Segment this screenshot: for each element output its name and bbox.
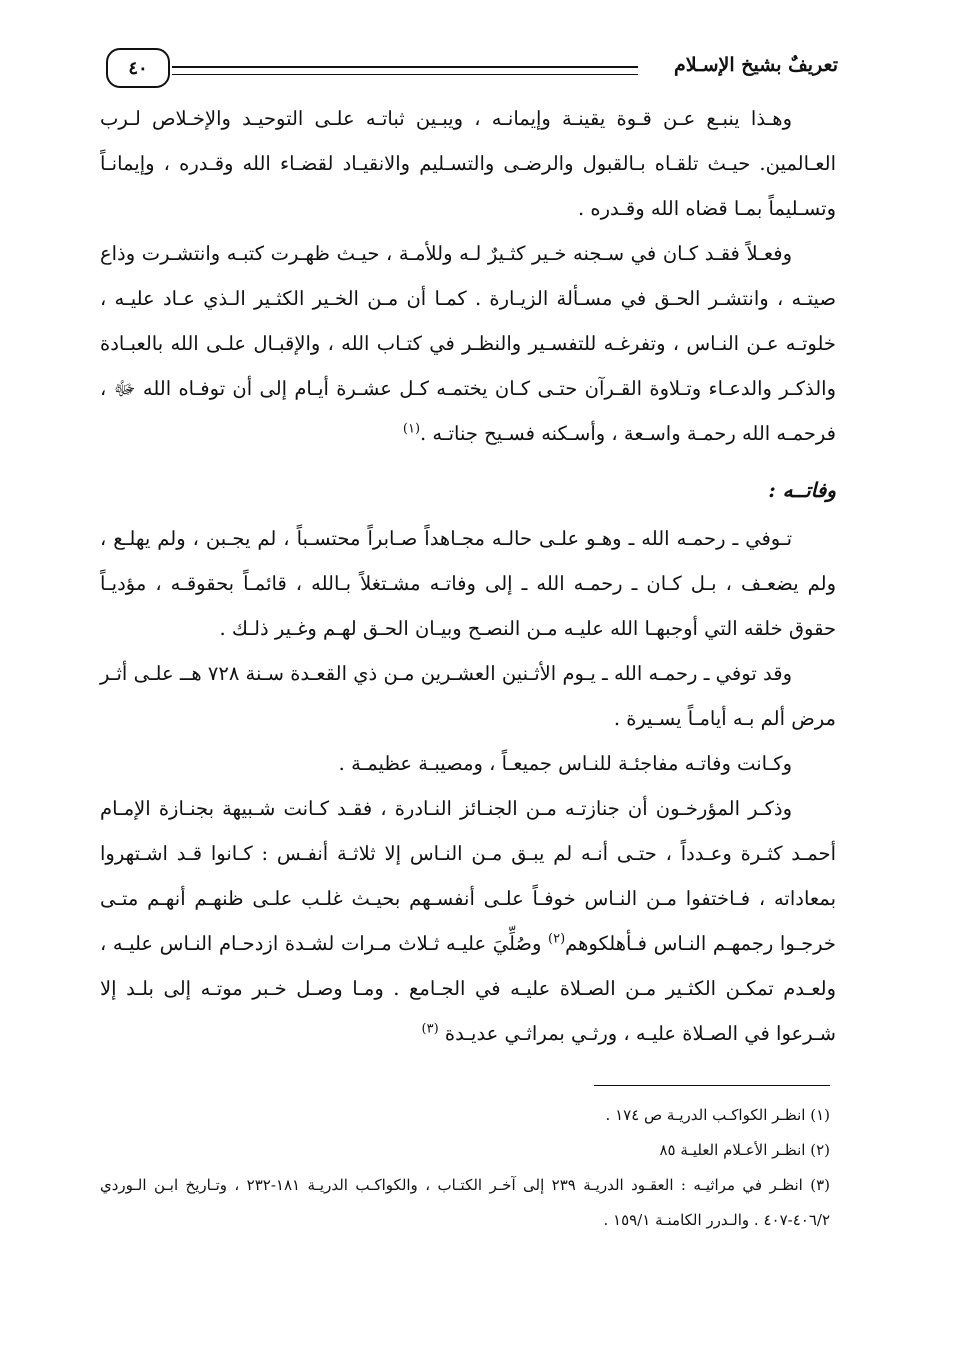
page-number: ٤٠ <box>106 48 170 88</box>
footnote-3: (٣) انظـر في مراثيـه : العقـود الدريـة ٢٣٩ إلى آخـر الكتـاب ، والكواكـب الدريـة ١٨١-٢٣٢ ، وتـاريخ ابـن الـوردي ٤٠٦/٢-٤٠٧ . والـدرر الكامنـة ١٥٩/١ . <box>100 1176 830 1229</box>
paragraph-6-text-a: وذكـر المؤرخـون أن جنازتـه مـن الجنـائز النـادرة ، فقـد كـانت شـبيهة بجنـازة الإمـام أحمـد كثـرة وعـدداً ، حتـى أنـه لم يبـق مـن النـاس إلا ثلاثـة أنفـس : كـانوا قـد اشـتهروا بمعاداته ، فـاختفوا مـن النـاس خوفـاً علـى أنفسـهم بحيـث غلـب علـى ظنهـم أنهـم متـى خرجـوا رجمهـم النـاس فـأهلكوهم <box>100 797 836 955</box>
footnote-ref-1: (١) <box>402 421 421 437</box>
paragraph-2 <box>100 231 836 456</box>
section-heading: وفاتــه : <box>768 478 836 502</box>
footnote-1: (١) انظـر الكواكـب الدريـة ص ١٧٤ . <box>605 1106 830 1124</box>
footnote-2: (٢) انظـر الأعـلام العليـة ٨٥ <box>659 1141 830 1159</box>
paragraph-4: وقد توفي ـ رحمـه الله ـ يـوم الأثـنين العشـرين مـن ذي القعـدة سـنة ٧٢٨ هــ علـى أثـر مرض ألم بـه أيامـاً يسـيرة . <box>100 662 836 730</box>
footnote-separator <box>594 1085 830 1086</box>
header-rule <box>172 66 638 75</box>
paragraph-6 <box>100 786 836 1056</box>
paragraph-5: وكـانت وفاتـه مفاجئـة للنـاس جميعـاً ، ومصيبـة عظيمـة . <box>338 752 792 775</box>
paragraph-6-text-b: وصُلِّيَ عليـه ثـلاث مـرات لشـدة ازدحـام النـاس عليـه ، ولعـدم تمكـن الكثـير مـن الصـلاة عليـه في الجـامع . ومـا وصـل خـبر موتـه إلى بلـد إلا شـرعوا في الصـلاة عليـه ، ورثـي بمراثـي عديـدة <box>100 932 836 1045</box>
paragraph-3: تـوفي ـ رحمـه الله ـ وهـو علـى حالـه مجـاهداً صـابراً محتسـباً ، لم يجـبن ، ولم يهلـع ، ولم يضعـف ، بـل كـان ـ رحمـه الله ـ إلى وفاتـه مشـتغلاً بـالله ، قائمـاً بحقوقـه ، مؤديـاً حقوق خلقه التي أوجبهـا الله عليـه مـن النصـح وبيـان الحـق لهـم وغـير ذلـك . <box>100 527 836 640</box>
footnote-ref-2: (٢) <box>548 931 566 947</box>
page-header <box>100 44 838 90</box>
running-title: تعريفٌ بشيخ الإسـلام <box>673 54 838 76</box>
paragraph-2-text: وفعـلاً فقـد كـان في سـجنه خـير كثـيرٌ لـه وللأمـة ، حيـث ظهـرت كتبـه وانتشـرت وذاع صيتـه ، وانتشـر الحـق في مسـألة الزيـارة . كمـا أن مـن الخـير الكثـير الـذي عـاد عليـه ، خلوتـه عـن النـاس ، وتفرغـه للتفسـير والنظـر في كتـاب الله ، والإقبـال علـى الله بالعبـادة والذكـر والدعـاء وتـلاوة القـرآن حتـى كـان يختمـه كـل عشـرة أيـام إلى أن توفـاه الله ﷻ ، فرحمـه الله رحمـة واسـعة ، وأسـكنه فسـيح جناتـه . <box>100 242 836 445</box>
paragraph-1: وهـذا ينبـع عـن قـوة يقينـة وإيمانـه ، ويبـين ثباتـه علـى التوحيـد والإخـلاص لـرب العـالمين. حيـث تلقـاه بـالقبول والرضـى والتسـليم والانقيـاد لقضـاء الله وقـدره ، وإيمانـاً وتسـليماً بمـا قضاه الله وقـدره . <box>100 107 836 220</box>
footnote-ref-3: (٣) <box>421 1021 439 1037</box>
footnotes <box>100 1098 830 1238</box>
body-text <box>100 96 836 1056</box>
